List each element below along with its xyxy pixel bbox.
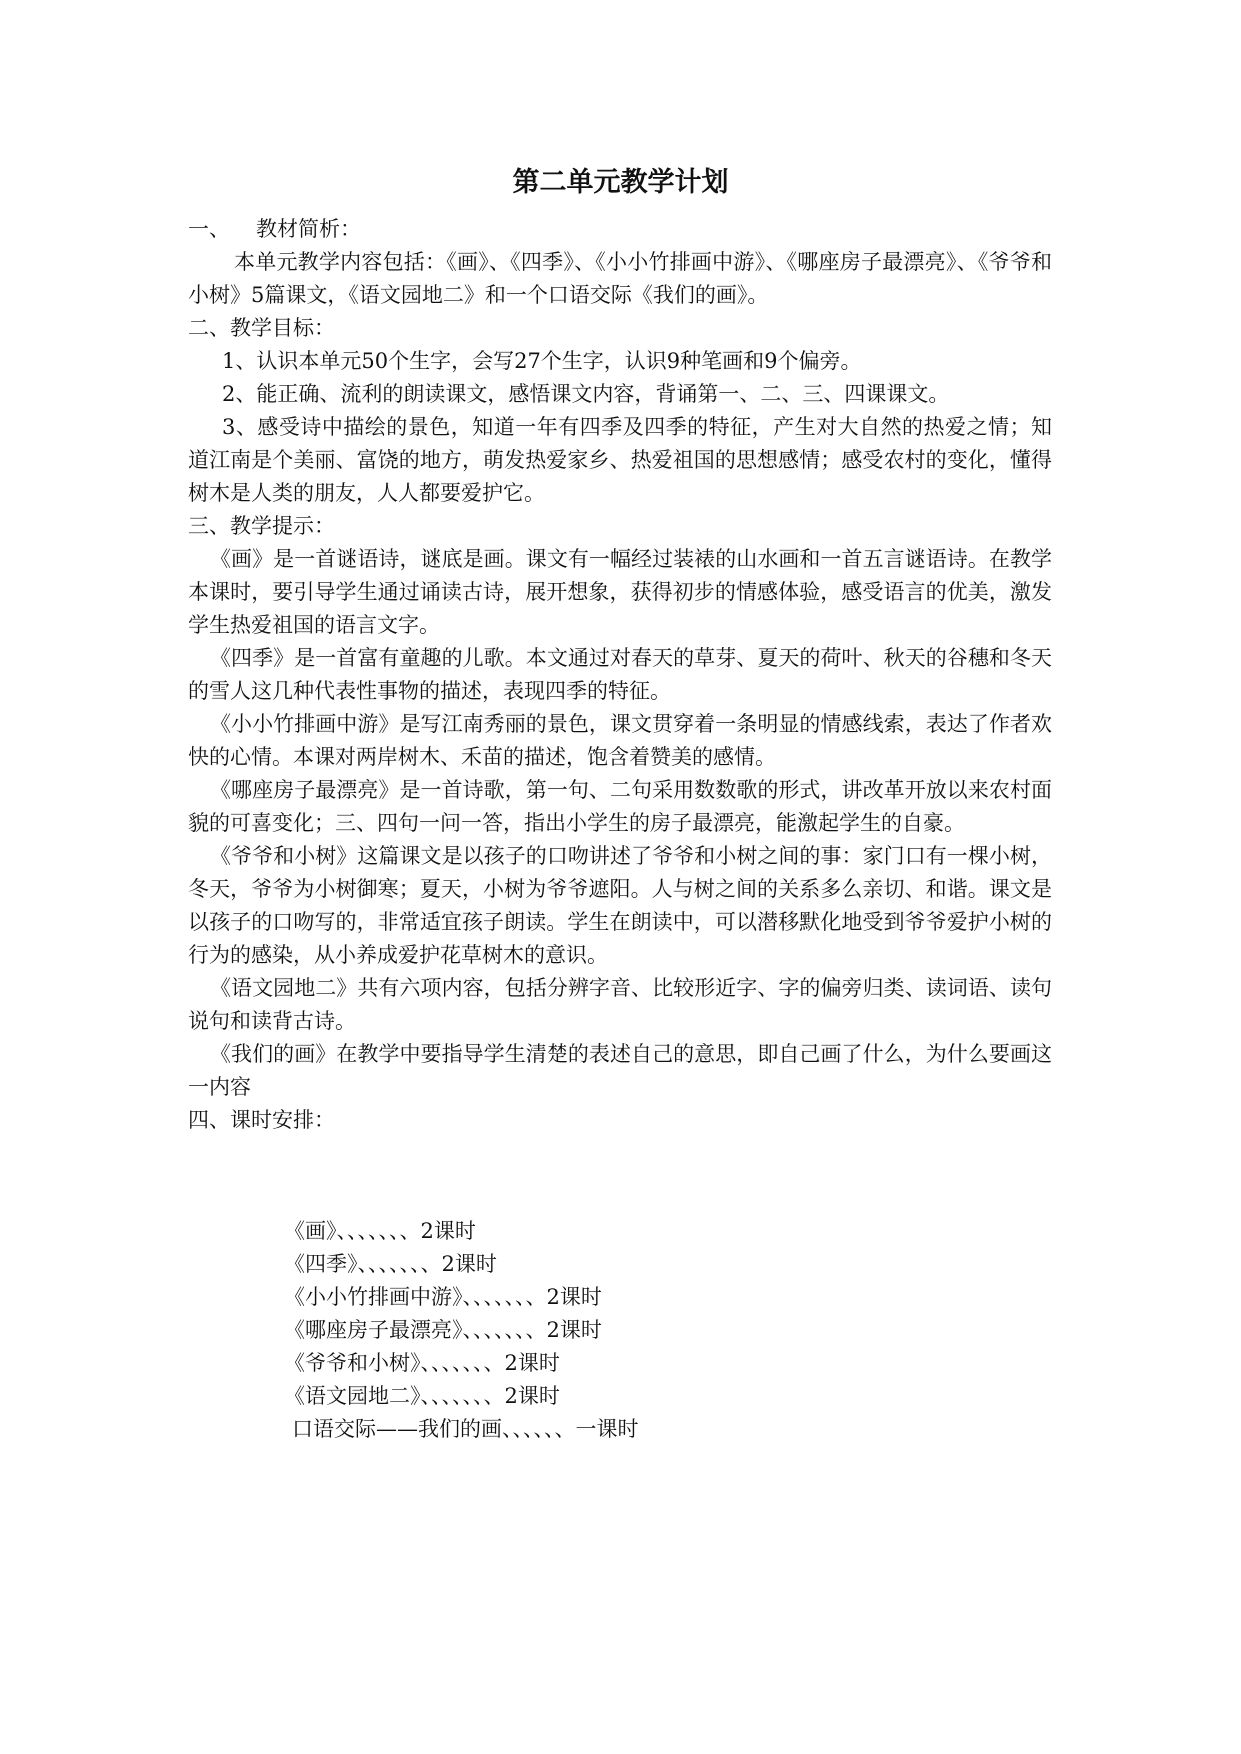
tip-paragraph: 《爷爷和小树》这篇课文是以孩子的口吻讲述了爷爷和小树之间的事：家门口有一棵小树，冬天，爷爷为小树御寒；夏天，小树为爷爷遮阳。人与树之间的关系多么亲切、和谐。课文是以孩子的口吻写的，非常适宜孩子朗读。学生在朗读中，可以潜移默化地受到爷爷爱护小树的行为的感染，从小养成爱护花草树木的意识。 xyxy=(188,844,1052,967)
schedule-row: 口语交际——我们的画、、、、、、一课时 xyxy=(292,1417,639,1441)
tip-paragraph: 《画》是一首谜语诗，谜底是画。课文有一幅经过装裱的山水画和一首五言谜语诗。在教学本课时，要引导学生通过诵读古诗，展开想象，获得初步的情感体验，感受语言的优美，激发学生热爱祖国的语言文字。 xyxy=(188,547,1052,637)
page-title: 第二单元教学计划 xyxy=(512,167,729,198)
section-heading-materials xyxy=(188,213,1052,246)
goal-item: 3、感受诗中描绘的景色，知道一年有四季及四季的特征，产生对大自然的热爱之情；知道江南是个美丽、富饶的地方，萌发热爱家乡、热爱祖国的思想感情；感受农村的变化，懂得树木是人类的朋友，人人都要爱护它。 xyxy=(188,415,1052,505)
schedule-row: 《四季》、、、、、、、2课时 xyxy=(284,1252,497,1276)
materials-paragraph: 本单元教学内容包括：《画》、《四季》、《小小竹排画中游》、《哪座房子最漂亮》、《爷爷和小树》5篇课文，《语文园地二》和一个口语交际《我们的画》。 xyxy=(188,250,1052,307)
tip-paragraph: 《四季》是一首富有童趣的儿歌。本文通过对春天的草芽、夏天的荷叶、秋天的谷穗和冬天的雪人这几种代表性事物的描述，表现四季的特征。 xyxy=(188,646,1052,703)
section-heading-tips: 三、教学提示： xyxy=(188,514,335,538)
schedule-row: 《画》、、、、、、、2课时 xyxy=(284,1219,476,1243)
tip-paragraph: 《哪座房子最漂亮》是一首诗歌，第一句、二句采用数数歌的形式，讲改革开放以来农村面貌的可喜变化；三、四句一问一答，指出小学生的房子最漂亮，能激起学生的自豪。 xyxy=(188,778,1052,835)
schedule-row: 《小小竹排画中游》、、、、、、、2课时 xyxy=(284,1285,602,1309)
tip-paragraph: 《语文园地二》共有六项内容，包括分辨字音、比较形近字、字的偏旁归类、读词语、读句说句和读背古诗。 xyxy=(188,976,1052,1033)
tip-paragraph: 《小小竹排画中游》是写江南秀丽的景色，课文贯穿着一条明显的情感线索，表达了作者欢快的心情。本课对两岸树木、禾苗的描述，饱含着赞美的感情。 xyxy=(188,712,1052,769)
section-heading-schedule: 四、课时安排： xyxy=(188,1108,335,1132)
section-heading-label: 教材简析： xyxy=(256,217,361,241)
section-number: 一、 xyxy=(188,217,230,241)
document-body xyxy=(188,213,1052,1137)
schedule-row: 《爷爷和小树》、、、、、、、2课时 xyxy=(284,1351,560,1375)
goal-item: 1、认识本单元50个生字，会写27个生字，认识9种笔画和9个偏旁。 xyxy=(222,349,862,373)
section-heading-goals: 二、教学目标： xyxy=(188,316,335,340)
tip-paragraph: 《我们的画》在教学中要指导学生清楚的表述自己的意思，即自己画了什么，为什么要画这一内容 xyxy=(188,1042,1052,1099)
lesson-schedule xyxy=(284,1215,639,1446)
goal-item: 2、能正确、流利的朗读课文，感悟课文内容，背诵第一、二、三、四课课文。 xyxy=(222,382,950,406)
schedule-row: 《哪座房子最漂亮》、、、、、、、2课时 xyxy=(284,1318,602,1342)
schedule-row: 《语文园地二》、、、、、、、2课时 xyxy=(284,1384,560,1408)
